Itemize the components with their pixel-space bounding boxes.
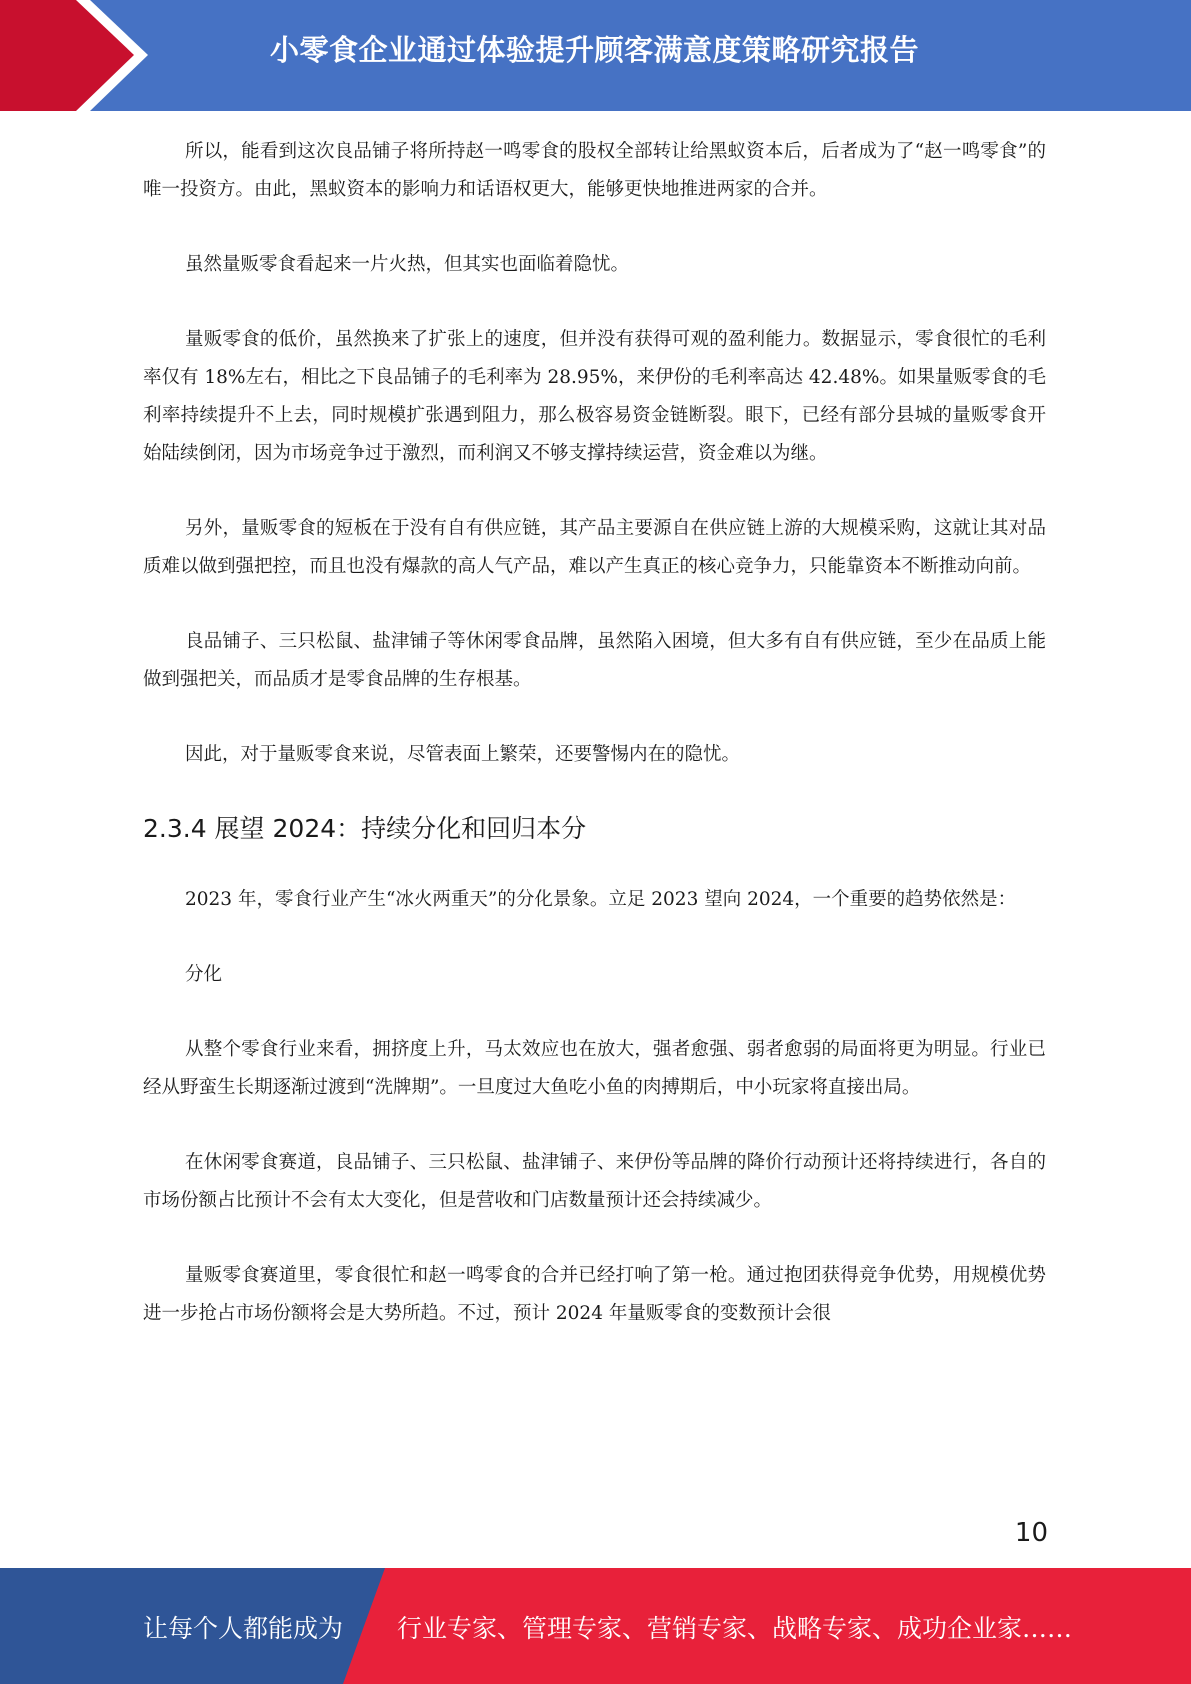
paragraph: 在休闲零食赛道，良品铺子、三只松鼠、盐津铺子、来伊份等品牌的降价行动预计还将持续进行，各自的市场份额占比预计不会有太大变化，但是营收和门店数量预计还会持续减少。 bbox=[143, 1152, 1046, 1211]
header-arrow-decoration bbox=[0, 0, 160, 111]
paragraph: 量贩零食的低价，虽然换来了扩张上的速度，但并没有获得可观的盈利能力。数据显示，零食很忙的毛利率仅有 18%左右，相比之下良品铺子的毛利率为 28.95%，来伊份的毛利率高达 42.48%。如果量贩零食的毛利率持续提升不上去，同时规模扩张遇到阻力，那么极容易资金链断裂。眼下，已经有部分县城的量贩零食开始陆续倒闭，因为市场竞争过于激烈，而利润又不够支撑持续运营，资金难以为继。 bbox=[143, 329, 1046, 464]
page-footer bbox=[0, 1568, 1191, 1684]
header-title: 小零食企业通过体验提升顾客满意度策略研究报告 bbox=[270, 33, 920, 67]
paragraph: 良品铺子、三只松鼠、盐津铺子等休闲零食品牌，虽然陷入困境，但大多有自有供应链，至少在品质上能做到强把关，而品质才是零食品牌的生存根基。 bbox=[143, 631, 1046, 690]
paragraph: 2023 年，零食行业产生“冰火两重天”的分化景象。立足 2023 望向 2024，一个重要的趋势依然是： bbox=[185, 889, 1017, 910]
paragraph: 所以，能看到这次良品铺子将所持赵一鸣零食的股权全部转让给黑蚁资本后，后者成为了“赵一鸣零食”的唯一投资方。由此，黑蚁资本的影响力和话语权更大，能够更快地推进两家的合并。 bbox=[143, 141, 1046, 200]
paragraph: 另外，量贩零食的短板在于没有自有供应链，其产品主要源自在供应链上游的大规模采购，这就让其对品质难以做到强把控，而且也没有爆款的高人气产品，难以产生真正的核心竞争力，只能靠资本不断推动向前。 bbox=[143, 518, 1046, 577]
footer-slogan-left: 让每个人都能成为 bbox=[143, 1614, 344, 1643]
page-header bbox=[0, 0, 1191, 111]
paragraph: 分化 bbox=[185, 964, 223, 985]
page-number: 10 bbox=[1014, 1518, 1048, 1548]
paragraph: 量贩零食赛道里，零食很忙和赵一鸣零食的合并已经打响了第一枪。通过抱团获得竞争优势，用规模优势进一步抢占市场份额将会是大势所趋。不过，预计 2024 年量贩零食的变数预计会很 bbox=[143, 1265, 1046, 1324]
document-body bbox=[143, 133, 1046, 1370]
paragraph: 从整个零食行业来看，拥挤度上升，马太效应也在放大，强者愈强、弱者愈弱的局面将更为明显。行业已经从野蛮生长期逐渐过渡到“洗牌期”。一旦度过大鱼吃小鱼的肉搏期后，中小玩家将直接出局。 bbox=[143, 1039, 1046, 1098]
section-heading: 2.3.4 展望 2024：持续分化和回归本分 bbox=[143, 814, 587, 843]
paragraph: 虽然量贩零食看起来一片火热，但其实也面临着隐忧。 bbox=[185, 254, 630, 275]
footer-slogan-right: 行业专家、管理专家、营销专家、战略专家、成功企业家…… bbox=[397, 1614, 1073, 1643]
paragraph: 因此，对于量贩零食来说，尽管表面上繁荣，还要警惕内在的隐忧。 bbox=[185, 744, 741, 765]
